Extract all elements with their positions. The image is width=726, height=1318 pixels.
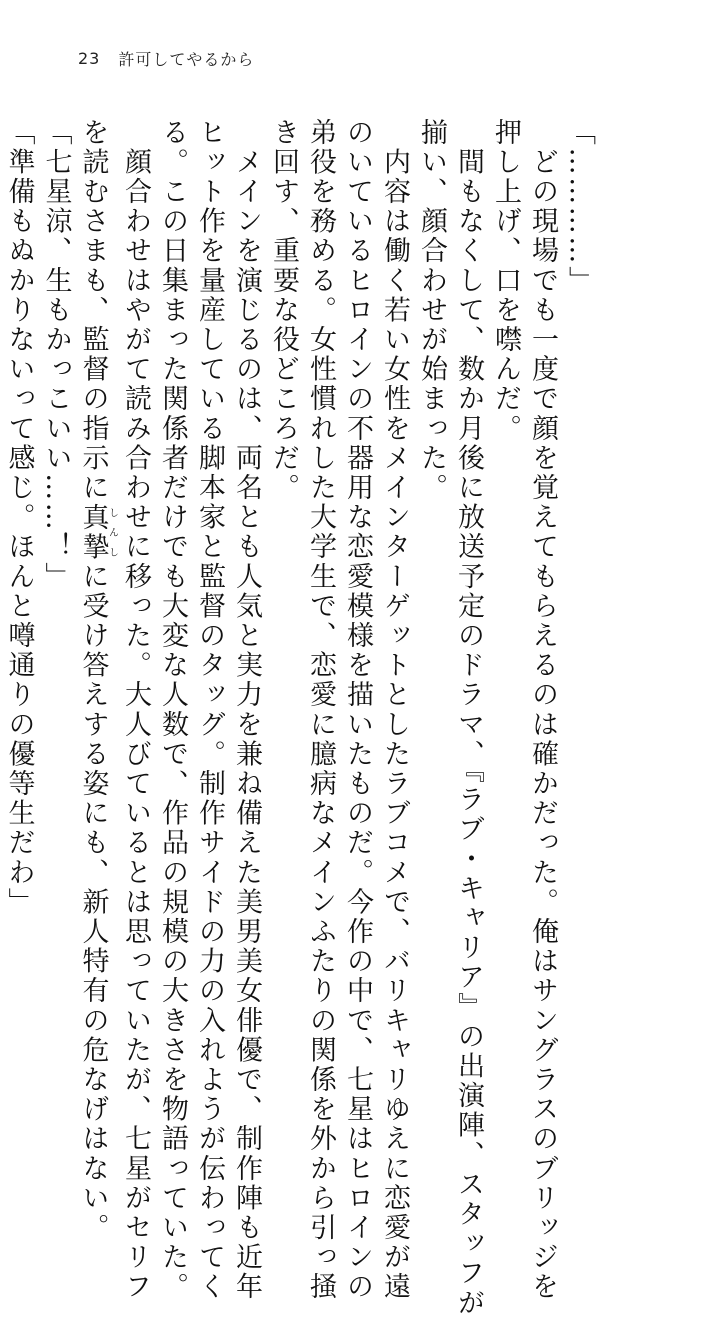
page-number: 23 (78, 48, 101, 68)
chapter-title: 許可してやるから (118, 49, 255, 69)
text-line-4: 間もなくして、数か月後に放送予定のドラマ、『ラブ・キャリア』の出演陣、スタッフが (453, 118, 484, 1318)
text-line-17 (0, 118, 1, 978)
text-line-1: 「…………」 (564, 118, 595, 296)
text-line-15: 「七星涼、生もかっこいい……！」 (40, 118, 72, 592)
text-line-9: き回す、重要な役どころだ。 (268, 118, 299, 503)
text-line-7: のいているヒロインの不器用な恋愛模様を描いたものだ。今作の中で、七星はヒロインの (342, 118, 373, 1302)
ruby-reading: しんし (106, 502, 118, 562)
text-line-11: ヒット作を量産している脚本家と監督のタッグ。制作サイドの力の入れようが伝わってく (194, 118, 225, 1302)
text-line-6: 内容は働く若い女性をメインターゲットとしたラブコメで、バリキャリゆえに恋愛が遠 (379, 118, 410, 1302)
text-line-2: どの現場でも一度で顔を覚えてもらえるのは確かだった。俺はサングラスのブリッジを (527, 118, 558, 1302)
text-line-12: る。この日集まった関係者だけでも大変な人数で、作品の規模の大きさを物語っていた。 (157, 118, 188, 1302)
text-line-16: 「準備もぬかりないって感じ。ほんと噂通りの優等生だわ」 (3, 118, 35, 918)
vertical-body-text (3, 118, 598, 1318)
text-line-5: 揃い、顔合わせが始まった。 (416, 118, 447, 503)
text-line-8: 弟役を務める。女性慣れした大学生で、恋愛に臆病なメインふたりの関係を外から引っ掻 (305, 118, 336, 1302)
running-header (78, 46, 254, 70)
text-line-14: を読むさまも、監督の指示に真摯しんしに受け答えする姿にも、新人特有の危なげはない。 (77, 118, 118, 1243)
text-line-10: メインを演じるのは、両名とも人気と実力を兼ね備えた美男美女俳優で、制作陣も近年 (231, 118, 262, 1302)
text-line-13: 顔合わせはやがて読み合わせに移った。大人びているとは思っていたが、七星がセリフ (120, 118, 151, 1302)
ruby-shinshi: 真摯しんし (77, 502, 118, 563)
text-line-3: 押し上げ、口を噤んだ。 (490, 118, 521, 444)
